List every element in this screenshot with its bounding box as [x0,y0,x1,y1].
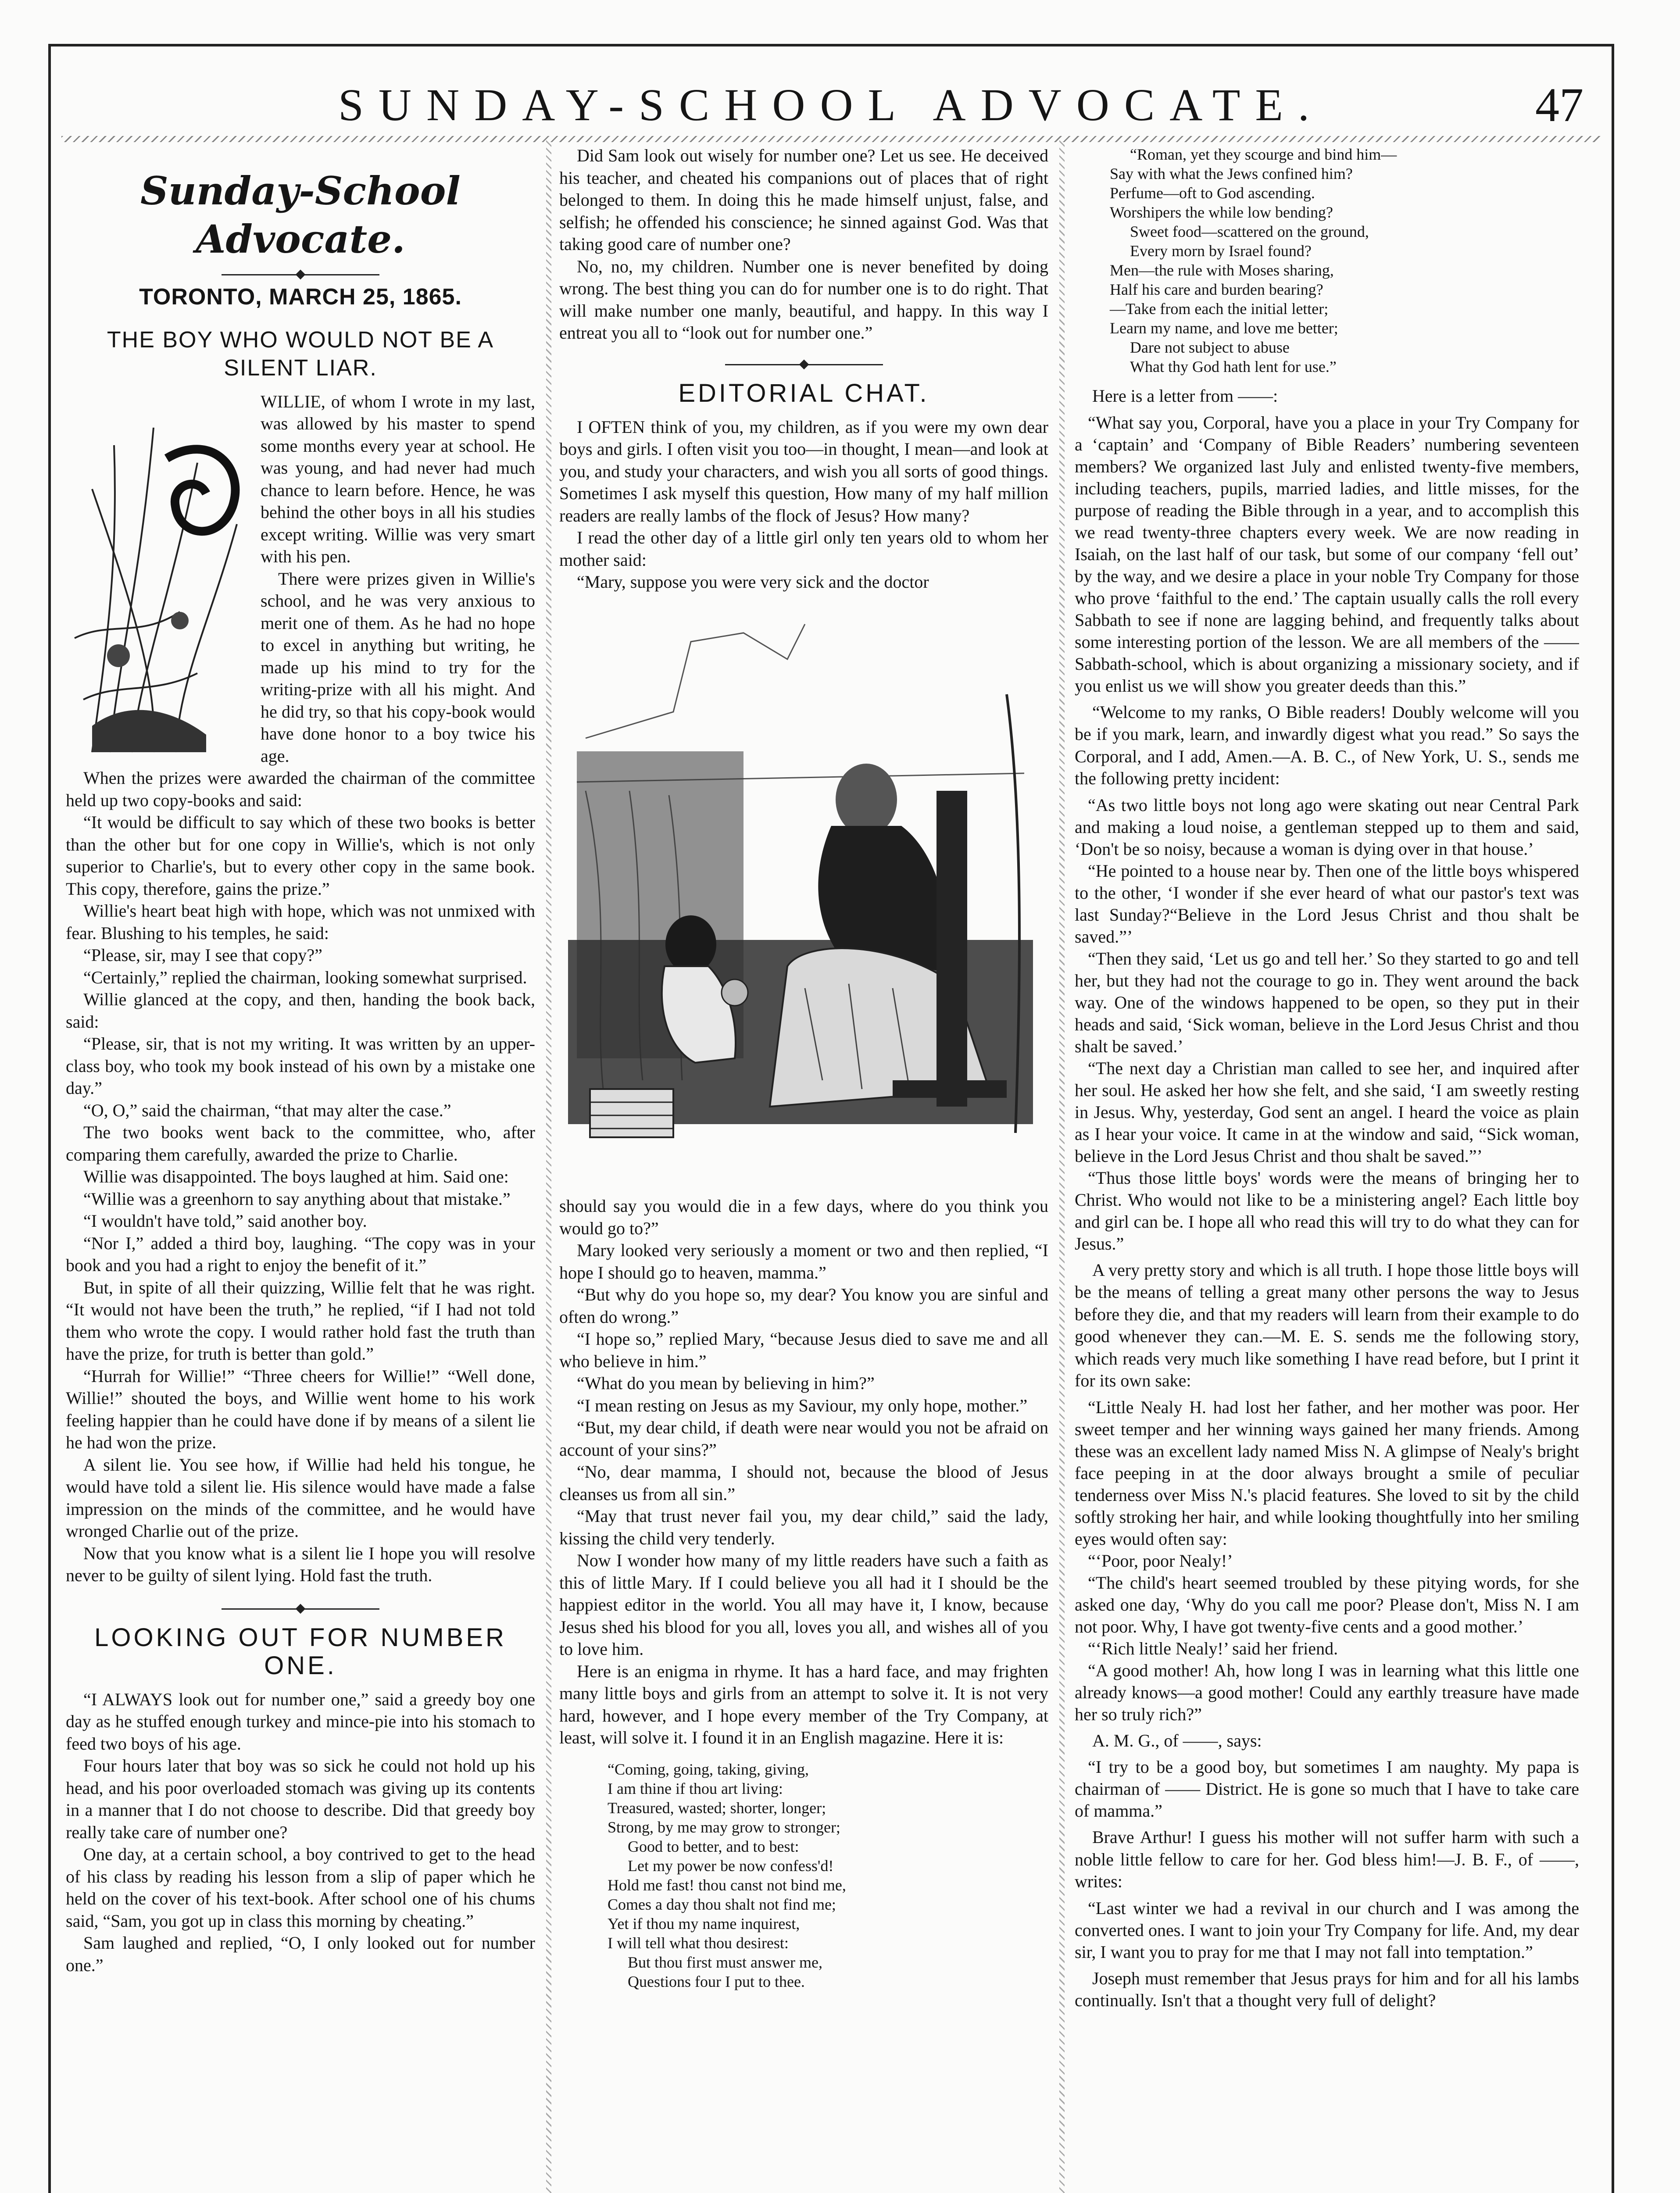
ornament-rule [725,360,883,369]
verse-line: Worshipers the while low bending? [1110,204,1333,221]
paragraph: “I try to be a good boy, but sometimes I am naughty. My papa is chairman of —— District. He is gone so much that I have to take care of mamma.” [1075,1757,1579,1821]
enigma-verse-continued [1110,145,1579,376]
paragraph: “I hope so,” replied Mary, “because Jesus died to save me and all who believe in him.” [559,1329,1048,1371]
paragraph: “Willie was a greenhorn to say anything about that mistake.” [83,1189,511,1209]
paper-name: Sunday-School Advocate. [140,168,461,262]
verse-line: Let my power be now confess'd! [628,1857,834,1875]
paragraph: “What do you mean by believing in him?” [577,1373,875,1393]
verse-line: Treasured, wasted; shorter, longer; [608,1799,826,1817]
paragraph: Joseph must remember that Jesus prays for him and for all his lambs continually. Isn't that a thought very full of delight? [1075,1968,1579,2010]
paragraph: “Then they said, ‘Let us go and tell her.’ So they started to go and tell her, but they had not the courage to go in. They went around the back way. One of the windows happened to be open, so they put in their heads and said, ‘Sick woman, believe in the Lord Jesus Christ and thou shalt be saved.’ [1075,948,1579,1056]
verse-line: Every morn by Israel found? [1130,242,1312,260]
paragraph: “Certainly,” replied the chairman, looking somewhat surprised. [83,967,527,987]
story-headline-silent-liar: THE BOY WHO WOULD NOT BE A SILENT LIAR. [107,327,494,381]
paragraph: Sam laughed and replied, “O, I only looked out for number one.” [66,1933,535,1975]
paragraph: I OFTEN think of you, my children, as if you were my own dear boys and girls. I often visit you too—in thought, I mean—and look at you, and study your characters, and wish you all sorts of good things. Sometimes I ask myself this question, How many of my half million readers are really lambs of the flock of Jesus? How many? [559,417,1048,525]
paragraph: “I mean resting on Jesus as my Saviour, my only hope, mother.” [577,1395,1028,1415]
paragraph: “Please, sir, that is not my writing. It was written by an upper-class boy, who took my book instead of his own by a mistake one day.” [66,1034,535,1098]
paragraph: Willie glanced at the copy, and then, handing the book back, said: [66,989,535,1032]
verse-line: Good to better, and to best: [628,1837,799,1855]
verse-line: Say with what the Jews confined him? [1110,165,1353,182]
verse-line: “Roman, yet they scourge and bind him— [1130,146,1397,163]
verse-line: —Take from each the initial letter; [1110,300,1329,318]
paragraph: “Welcome to my ranks, O Bible readers! Doubly welcome will you be if you mark, learn, and inwardly digest what you read.” So says the Corporal, and I add, Amen.—A. B. C., of New York, U. S., sends me the following pretty incident: [1075,702,1579,788]
verse-line: Yet if thou my name inquirest, [608,1914,800,1932]
paragraph: Here is an enigma in rhyme. It has a hard face, and may frighten many little boys and girls from an attempt to solve it. It is not very hard, however, and I hope every member of the Try Company, at least, will solve it. I found it in an English magazine. Here it is: [559,1661,1048,1747]
paragraph: “‘Poor, poor Nealy!’ [1088,1550,1233,1571]
enigma-verse [608,1760,1048,1991]
verse-line: Strong, by me may grow to stronger; [608,1818,840,1836]
masthead [48,66,1614,132]
verse-line: Dare not subject to abuse [1130,339,1290,356]
paragraph: WILLIE, of whom I wrote in my last, was allowed by his master to spend some months every year at school. He was young, and had never had much chance to learn before. Hence, he was behind the other boys in all his studies except writing. Willie was very smart with his pen. [261,391,535,566]
letter-amg [1075,1756,1579,1822]
column-2 [559,145,1048,2193]
verse-line: Sweet food—scattered on the ground, [1130,223,1369,240]
verse-line: I will tell what thou desirest: [608,1934,789,1952]
paragraph: should say you would die in a few days, where do you think you would go to?” [559,1196,1048,1238]
paragraph: “What say you, Corporal, have you a place in your Try Company for a ‘captain’ and ‘Company of Bible Readers’ numbering seventeen members? We organized last July and enlisted twenty-five members, including teachers, pupils, married ladies, and little misses, for the purpose of reading the Bible through in a year, and to accomplish this we read twenty-three chapters every week. We are now reading in Isaiah, on the last half of our task, but some of our company ‘fell out’ by the way, and we desire a place in your noble Try Company for those who prove ‘faithful to the end.’ The captain usually calls the roll every Sabbath to see if none are lagging behind, and frequently talks about some interesting portion of the lesson. We are all members of the —— Sabbath-school, which is about organizing a missionary society, and if you enlist us we will show you greater deeds than this.” [1075,412,1579,696]
paragraph: “As two little boys not long ago were skating out near Central Park and making a loud noise, a gentleman stepped up to them and said, ‘Don't be so noisy, because a woman is dying over in that house.’ [1075,795,1579,859]
ornament-rule [222,270,379,279]
column-3 [1075,145,1579,2193]
letter-bible-readers [1075,412,1579,697]
paragraph: “I wouldn't have told,” said another boy. [83,1211,367,1231]
paragraph: “I ALWAYS look out for number one,” said a greedy boy one day as he stuffed enough turkey and mince-pie into his stomach to feed two boys of his age. [66,1689,535,1754]
paragraph: “He pointed to a house near by. Then one of the little boys whispered to the other, ‘I wonder if she ever heard of what our pastor's text was last Sunday?“Believe in the Lord Jesus Christ and thou shalt be saved.”’ [1075,861,1579,946]
paragraph: “But why do you hope so, my dear? You know you are sinful and often do wrong.” [559,1285,1048,1327]
masthead-rule [61,136,1601,142]
column-divider-2 [1059,140,1065,2193]
paragraph: “Nor I,” added a third boy, laughing. “The copy was in your book and you had a right to enjoy the benefit of it.” [66,1233,535,1275]
verse-line: Comes a day thou shalt not find me; [608,1895,836,1913]
paragraph: Did Sam look out wisely for number one? Let us see. He deceived his teacher, and cheated his companions out of places that of right belonged to them. In doing this he made himself unjust, false, and selfish; he offended his conscience; he sinned against God. Was that taking good care of number one? [559,146,1048,254]
dateline: TORONTO, MARCH 25, 1865. [139,284,462,310]
editorial-chat-headline: EDITORIAL CHAT. [678,379,929,407]
paragraph: I read the other day of a little girl only ten years old to whom her mother said: [559,528,1048,570]
paragraph: Now that you know what is a silent lie I hope you will resolve never to be guilty of silent lying. Hold fast the truth. [66,1543,535,1585]
paragraph: Now I wonder how many of my little readers have such a faith as this of little Mary. If I could believe you all had it I should be the happiest editor in the world. You all may have it, I know, because Jesus shed his blood for you all, loves you all, and wishes all of you to love him. [559,1550,1048,1659]
paragraph: Mary looked very seriously a moment or two and then replied, “I hope I should go to heaven, mamma.” [559,1240,1048,1282]
paragraph: “Mary, suppose you were very sick and the doctor [577,572,929,592]
paragraph: Brave Arthur! I guess his mother will not suffer harm with such a noble little fellow to care for her. God bless him!—J. B. F., of ——, writes: [1075,1827,1579,1891]
verse-line: Half his care and burden bearing? [1110,281,1323,298]
paragraph: There were prizes given in Willie's school, and he was very anxious to merit one of them. As he had no hope to excel in anything but writing, he made up his mind to try for the writing-prize with all his might. And he did try, so that his copy-book would have done honor to a boy twice his age. [261,568,535,766]
paragraph: One day, at a certain school, a boy contrived to get to the head of his class by reading his lesson from a slip of paper which he held on the cover of his text-book. After school one of his chums said, “Sam, you got up in class this morning by cheating.” [66,1844,535,1931]
paragraph: “No, dear mamma, I should not, because the blood of Jesus cleanses us from all sin.” [559,1462,1048,1504]
paragraph: “O, O,” said the chairman, “that may alter the case.” [83,1100,451,1120]
paragraph: “‘Rich little Nealy!’ said her friend. [1088,1638,1338,1658]
paragraph: The two books went back to the committee, who, after comparing them carefully, awarded the prize to Charlie. [66,1122,535,1164]
paragraph: “Hurrah for Willie!” “Three cheers for Willie!” “Well done, Willie!” shouted the boys, and Willie went home to his work feeling happier than he could have done if by means of a silent lie he had won the prize. [66,1366,535,1452]
verse-line: What thy God hath lent for use.” [1130,358,1337,375]
masthead-title: SUNDAY-SCHOOL ADVOCATE. [338,80,1324,130]
paragraph: “May that trust never fail you, my dear child,” said the lady, kissing the child very tenderly. [559,1506,1048,1548]
column-divider-1 [546,140,551,2193]
paragraph: Willie was disappointed. The boys laughed at him. Said one: [83,1167,509,1186]
paragraph: “Little Nealy H. had lost her father, and her mother was poor. Her sweet temper and her winning ways gained her many friends. Among these was an excellent lady named Miss N. A glimpse of Nealy's bright face peeping in at the door always brought a smile of peculiar tenderness over Miss N.'s placid features. She loved to sit by the child softly stroking her hair, and while looking thoughtfully into her smiling eyes would often say: [1075,1397,1579,1549]
paragraph: “But, my dear child, if death were near would you not be afraid on account of your sins?” [559,1418,1048,1460]
verse-line: Hold me fast! thou canst not bind me, [608,1876,846,1894]
story-sick-woman [1075,794,1579,1255]
paragraph: “Last winter we had a revival in our church and I was among the converted ones. I want to join your Try Company for life. And, my dear sir, I want you to pray for me that I may not fall into temptation.” [1075,1898,1579,1962]
paragraph: Here is a letter from ——: [1092,386,1278,406]
paragraph: “The child's heart seemed troubled by these pitying words, for she asked one day, ‘Why do you call me poor? Please don't, Miss N. I am not poor. Why, I have got twenty-five cents and a good mother.’ [1075,1572,1579,1636]
letter-jbf [1075,1897,1579,1963]
verse-line: Questions four I put to thee. [628,1972,805,1990]
paragraph: When the prizes were awarded the chairman of the committee held up two copy-books and said: [66,768,535,810]
paragraph: No, no, my children. Number one is never benefited by doing wrong. The best thing you can do for number one is to do right. That will make number one manly, beautiful, and happy. In this way I entreat you all to “look out for number one.” [559,256,1048,343]
paragraph: “The next day a Christian man called to see her, and inquired after her soul. He asked her how she felt, and she said, ‘I am sweetly resting in Jesus. Why, yesterday, God sent an angel. I heard the voice as plain as I hear your voice. It came in at the window and said, “Sick woman, believe in the Lord Jesus Christ and thou shalt be saved.”’ [1075,1058,1579,1166]
paragraph: Willie's heart beat high with hope, which was not unmixed with fear. Blushing to his temples, he said: [66,901,535,943]
paragraph: But, in spite of all their quizzing, Willie felt that he was right. “It would not have been the truth,” he replied, “if I had not told them who wrote the copy. I would rather hold fast the truth than have the prize, for truth is better than gold.” [66,1277,535,1364]
ornament-rule [222,1604,379,1613]
verse-line: But thou first must answer me, [628,1953,822,1971]
verse-line: Learn my name, and love me better; [1110,319,1338,337]
paragraph: A. M. G., of ——, says: [1092,1730,1262,1750]
paragraph: A very pretty story and which is all truth. I hope those little boys will be the means of telling a great many other persons the way to Jesus before they die, and that my readers will learn from their example to do good whenever they can.—M. E. S. sends me the following story, which reads very much like something I have read before, but I print it for its own sake: [1075,1260,1579,1390]
verse-line: I am thine if thou art living: [608,1779,783,1797]
engraving-mother-and-child [559,607,1048,1172]
column-1 [66,145,535,2193]
paragraph: “It would be difficult to say which of these two books is better than the other but for one copy in Willie's, which is not only superior to Charlie's, but to every other copy in the same book. This copy, therefore, gains the prize.” [66,812,535,899]
story-little-nealy [1075,1397,1579,1725]
story-headline-number-one: LOOKING OUT FOR NUMBER ONE. [94,1623,507,1680]
paragraph: Four hours later that boy was so sick he could not hold up his head, and his poor overloaded stomach was giving up its contents in a manner that I do not choose to describe. Did that greedy boy really take care of number one? [66,1756,535,1842]
verse-line: Perfume—oft to God ascending. [1110,184,1315,202]
verse-line: Men—the rule with Moses sharing, [1110,261,1334,279]
story-number-one-body [66,1689,535,1977]
paragraph: “Thus those little boys' words were the means of bringing her to Christ. Who would not like to be a ministering angel? Each little boy and girl can be. I hope all who read this will try to do what they can for Jesus.” [1075,1168,1579,1254]
verse-line: “Coming, going, taking, giving, [608,1760,809,1778]
page-number: 47 [1535,78,1583,132]
paragraph: “Please, sir, may I see that copy?” [83,945,322,965]
paragraph: A silent lie. You see how, if Willie had held his tongue, he would have told a silent lie. His silence would have made a false impression on the minds of the committee, and he would have wronged Charlie out of the prize. [66,1454,535,1541]
decorative-initial-illustration [66,393,250,761]
paragraph: “A good mother! Ah, how long I was in learning what this little one already knows—a good mother! Could any earthly treasure have made her so truly rich?” [1075,1660,1579,1724]
